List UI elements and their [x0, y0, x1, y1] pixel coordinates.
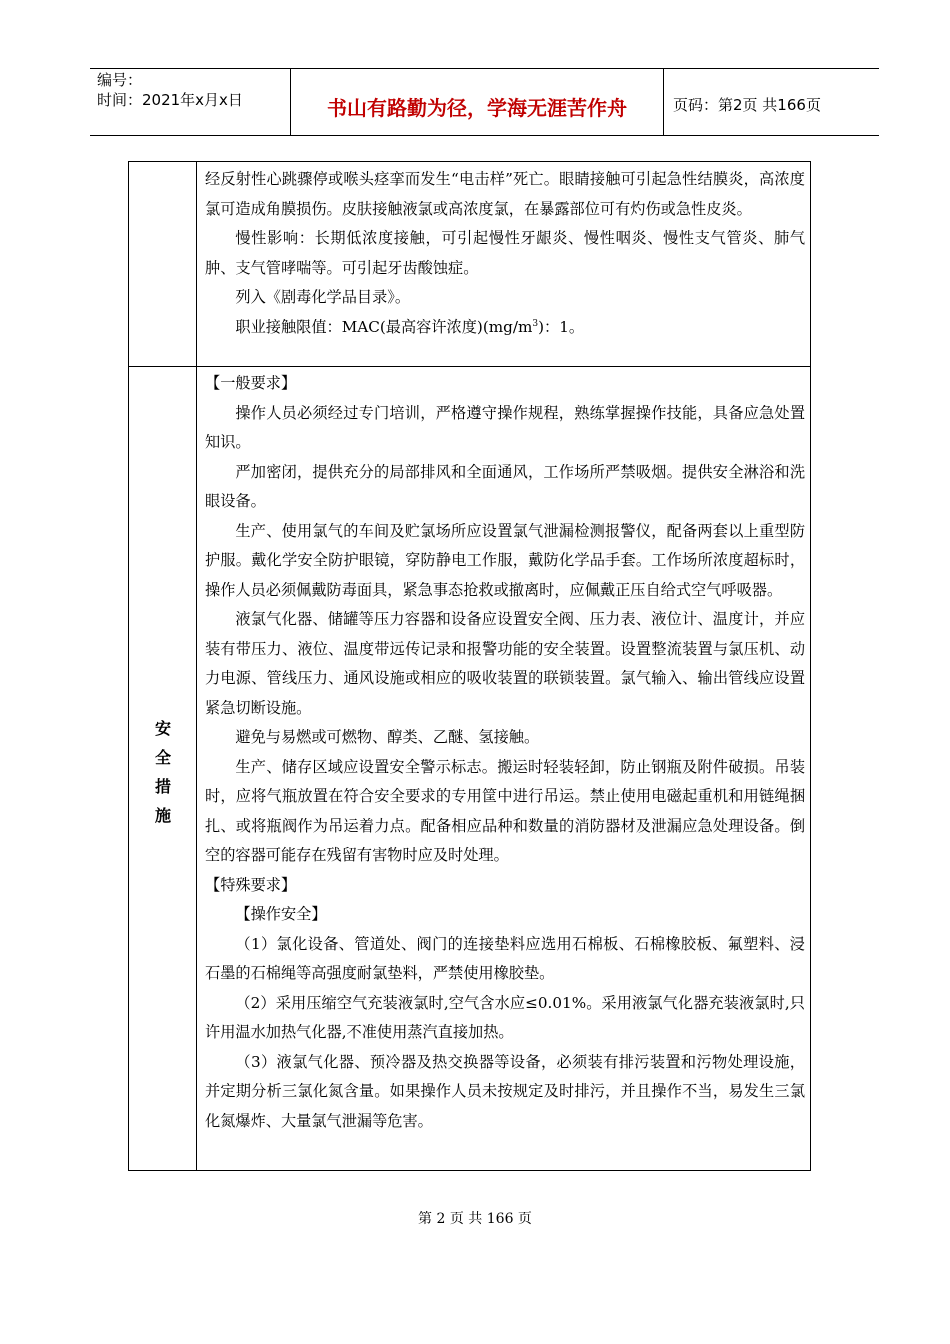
header-page-number: 页码：第2页 共166页 — [673, 96, 821, 114]
special-requirements-heading: 【特殊要求】 — [205, 875, 297, 894]
hazard-paragraph: 列入《剧毒化学品目录》。 — [235, 288, 411, 306]
exposure-limit-superscript: 3 — [532, 318, 539, 329]
safety-measures-label — [150, 714, 176, 830]
hazard-paragraph: 慢性影响：长期低浓度接触，可引起慢性牙龈炎、慢性咽炎、慢性支气管炎、肺气肿、支气管哮喘等。可引起牙齿酸蚀症。 — [205, 229, 805, 277]
label-char: 全 — [154, 748, 171, 767]
operation-safety-heading: 【操作安全】 — [235, 905, 327, 923]
general-paragraph: 避免与易燃或可燃物、醇类、乙醚、氢接触。 — [235, 728, 540, 746]
general-paragraph: 严加密闭，提供充分的局部排风和全面通风，工作场所严禁吸烟。提供安全淋浴和洗眼设备。 — [205, 462, 805, 510]
header-top-rule — [90, 68, 879, 69]
exposure-limit-text: 职业接触限值：MAC(最高容许浓度)(mg/m — [235, 317, 533, 336]
label-char: 措 — [154, 777, 171, 796]
exposure-limit-value: )：1。 — [538, 317, 585, 336]
hazard-paragraph: 经反射性心跳骤停或喉头痉挛而发生“电击样”死亡。眼睛接触可引起急性结膜炎，高浓度氯可造成角膜损伤。皮肤接触液氯或高浓度氯，在暴露部位可有灼伤或急性皮炎。 — [205, 170, 805, 218]
general-paragraph: 操作人员必须经过专门培训，严格遵守操作规程，熟练掌握操作技能，具备应急处置知识。 — [205, 403, 805, 451]
general-paragraph: 生产、储存区域应设置安全警示标志。搬运时轻装轻卸，防止钢瓶及附件破损。吊装时，应将气瓶放置在符合安全要求的专用筐中进行吊运。禁止使用电磁起重机和用链绳捆扎、或将瓶阀作为吊运着力点。配备相应品种和数量的消防器材及泄漏应急处理设备。倒空的容器可能存在残留有害物时应及时处理。 — [205, 757, 805, 864]
table-row-divider — [128, 366, 811, 367]
header-divider — [663, 68, 664, 136]
header-meta — [97, 70, 243, 110]
page-footer: 第 2 页 共 166 页 — [418, 1211, 532, 1227]
header-motto: 书山有路勤为径，学海无涯苦作舟 — [327, 96, 627, 120]
health-hazard-cell — [205, 165, 805, 342]
document-time-label: 时间：2021年x月x日 — [97, 91, 243, 109]
document-number-label: 编号： — [97, 71, 143, 89]
general-requirements-heading: 【一般要求】 — [205, 374, 297, 392]
header-bottom-rule — [90, 135, 879, 136]
operation-paragraph: （3）液氯气化器、预冷器及热交换器等设备，必须装有排污装置和污物处理设施，并定期分析三氯化氮含量。如果操作人员未按规定及时排污，并且操作不当，易发生三氯化氮爆炸、大量氯气泄漏等危害。 — [205, 1052, 805, 1130]
safety-measures-cell — [205, 369, 805, 1136]
table-column-divider — [196, 161, 197, 1171]
operation-paragraph: （1）氯化设备、管道处、阀门的连接垫料应选用石棉板、石棉橡胶板、氟塑料、浸石墨的石棉绳等高强度耐氯垫料，严禁使用橡胶垫。 — [205, 934, 805, 982]
exposure-limit — [205, 313, 805, 343]
general-paragraph: 生产、使用氯气的车间及贮氯场所应设置氯气泄漏检测报警仪，配备两套以上重型防护服。戴化学安全防护眼镜，穿防静电工作服，戴防化学品手套。工作场所浓度超标时，操作人员必须佩戴防毒面具，紧急事态抢救或撤离时，应佩戴正压自给式空气呼吸器。 — [205, 521, 805, 599]
operation-paragraph: （2）采用压缩空气充装液氯时,空气含水应≤0.01%。采用液氯气化器充装液氯时,只许用温水加热气化器,不准使用蒸汽直接加热。 — [205, 993, 805, 1041]
label-char: 施 — [154, 806, 171, 825]
general-paragraph: 液氯气化器、储罐等压力容器和设备应设置安全阀、压力表、液位计、温度计，并应装有带压力、液位、温度带远传记录和报警功能的安全装置。设置整流装置与氯压机、动力电源、管线压力、通风设施或相应的吸收装置的联锁装置。氯气输入、输出管线应设置紧急切断设施。 — [205, 610, 805, 717]
label-char: 安 — [154, 719, 171, 738]
